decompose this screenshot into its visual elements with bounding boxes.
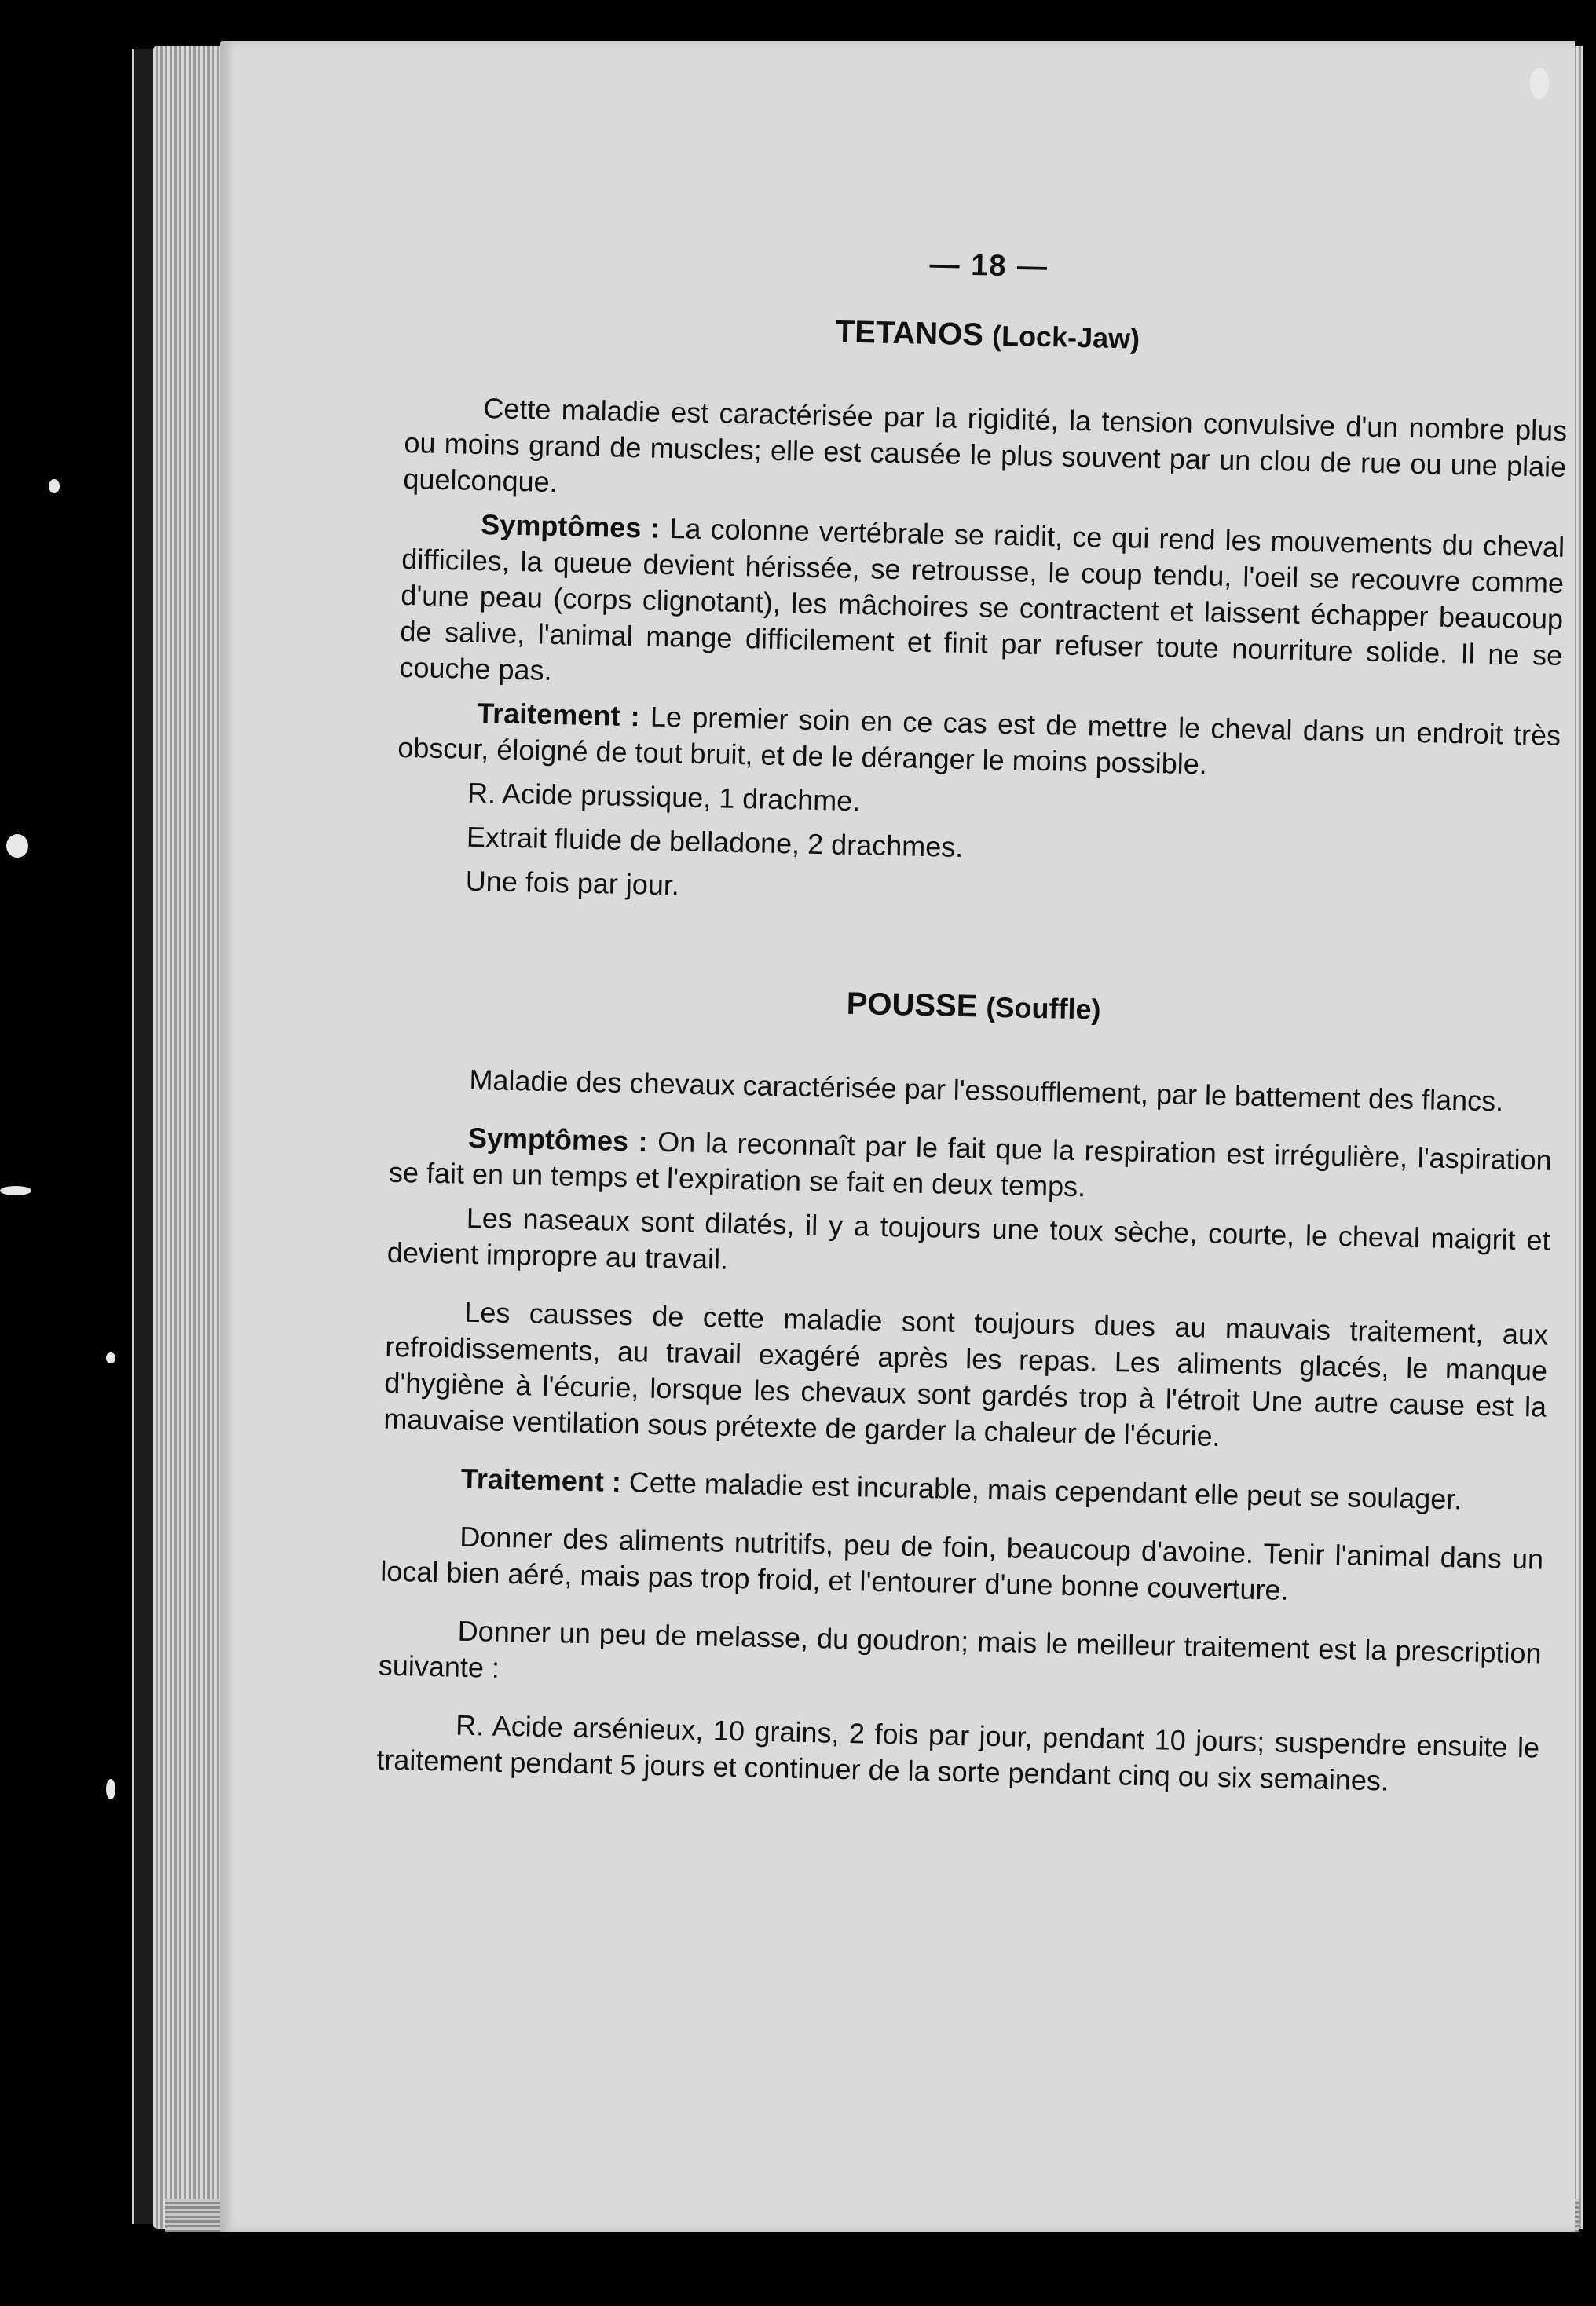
treatment-label: Traitement : bbox=[476, 696, 641, 733]
page-number: — 18 — bbox=[929, 247, 1049, 284]
symptoms-label: Symptômes : bbox=[467, 1121, 649, 1158]
title-pousse: POUSSE bbox=[846, 986, 978, 1024]
symptoms-text: La colonne vertébrale se raidit, ce qui rend les mouvements du cheval difficiles, la queue devient hérissée, se retrousse, le coup tendu, l'oeil se recouvre comme d'une peau (corps clignotant), les mâchoires se contractent et laissent échapper beaucoup de salive, l'animal mange difficilement et finit par refuser toute nourriture solide. Il ne se couche pas. bbox=[399, 512, 1565, 686]
subtitle-souffle: (Souffle) bbox=[986, 990, 1101, 1026]
treatment-text: Cette maladie est incurable, mais cependant elle peut se soulager. bbox=[628, 1466, 1462, 1516]
tetanos-intro: Cette maladie est caractérisée par la rigidité, la tension convulsive d'un nombre plus ou moins grand de muscles; elle est causée le plus souvent par un clou de rue ou une plaie quelconque. bbox=[403, 392, 1568, 499]
tetanos-symptoms bbox=[399, 505, 1565, 710]
tetanos-treatment bbox=[397, 694, 1561, 790]
pousse-intro: Maladie des chevaux caractérisée par l'essoufflement, par le battement des flancs. bbox=[469, 1063, 1504, 1118]
pousse-causes: Les causses de cette maladie sont toujours dues au mauvais traitement, aux refroidissements, au travail exagéré après les repas. Les aliments glacés, le manque d'hygiène à l'écurie, lorsque les chevaux sont gardés trop à l'étroit Une autre cause est la mauvaise ventilation sous prétexte de garder la chaleur de l'écurie. bbox=[383, 1295, 1549, 1452]
rx-line: Extrait fluide de belladone, 2 drachmes. bbox=[466, 820, 964, 863]
pousse-feed: Donner des aliments nutritifs, peu de foin, beaucoup d'avoine. Tenir l'animal dans un local bien aéré, mais pas trop froid, et l'entourer d'une bonne couverture. bbox=[379, 1520, 1544, 1606]
section-title-tetanos bbox=[406, 305, 1569, 366]
subtitle-lock-jaw: (Lock-Jaw) bbox=[991, 319, 1140, 355]
section-title-pousse bbox=[392, 976, 1555, 1038]
pousse-symptoms bbox=[389, 1118, 1553, 1215]
pousse-prescription: R. Acide arsénieux, 10 grains, 2 fois par jour, pendant 10 jours; suspendre ensuite le traitement pendant 5 jours et continuer de la sorte pendant cinq ou six semaines. bbox=[375, 1708, 1540, 1797]
title-tetanos: TETANOS bbox=[835, 314, 984, 353]
rx-line: Une fois par jour. bbox=[465, 864, 680, 902]
pousse-nostrils: Les naseaux sont dilatés, il y a toujours une toux sèche, courte, le cheval maigrit et devient impropre au travail. bbox=[386, 1201, 1550, 1276]
pousse-treatment bbox=[382, 1459, 1545, 1520]
treatment-label: Traitement : bbox=[460, 1462, 622, 1499]
pousse-molasses: Donner un peu de melasse, du goudron; mais le meilleur traitement est la prescription suivante : bbox=[378, 1614, 1542, 1684]
page-content bbox=[375, 236, 1570, 1825]
symptoms-label: Symptômes : bbox=[480, 508, 661, 544]
treatment-text: Le premier soin en ce cas est de mettre le cheval dans un endroit très obscur, éloigné de tout bruit, et de le déranger le moins possible. bbox=[397, 700, 1561, 781]
rx-line: R. Acide prussique, 1 drachme. bbox=[467, 776, 861, 818]
symptoms-text: On la reconnaît par le fait que la respiration est irrégulière, l'aspiration se fait en un temps et l'expiration se fait en deux temps. bbox=[388, 1125, 1553, 1203]
